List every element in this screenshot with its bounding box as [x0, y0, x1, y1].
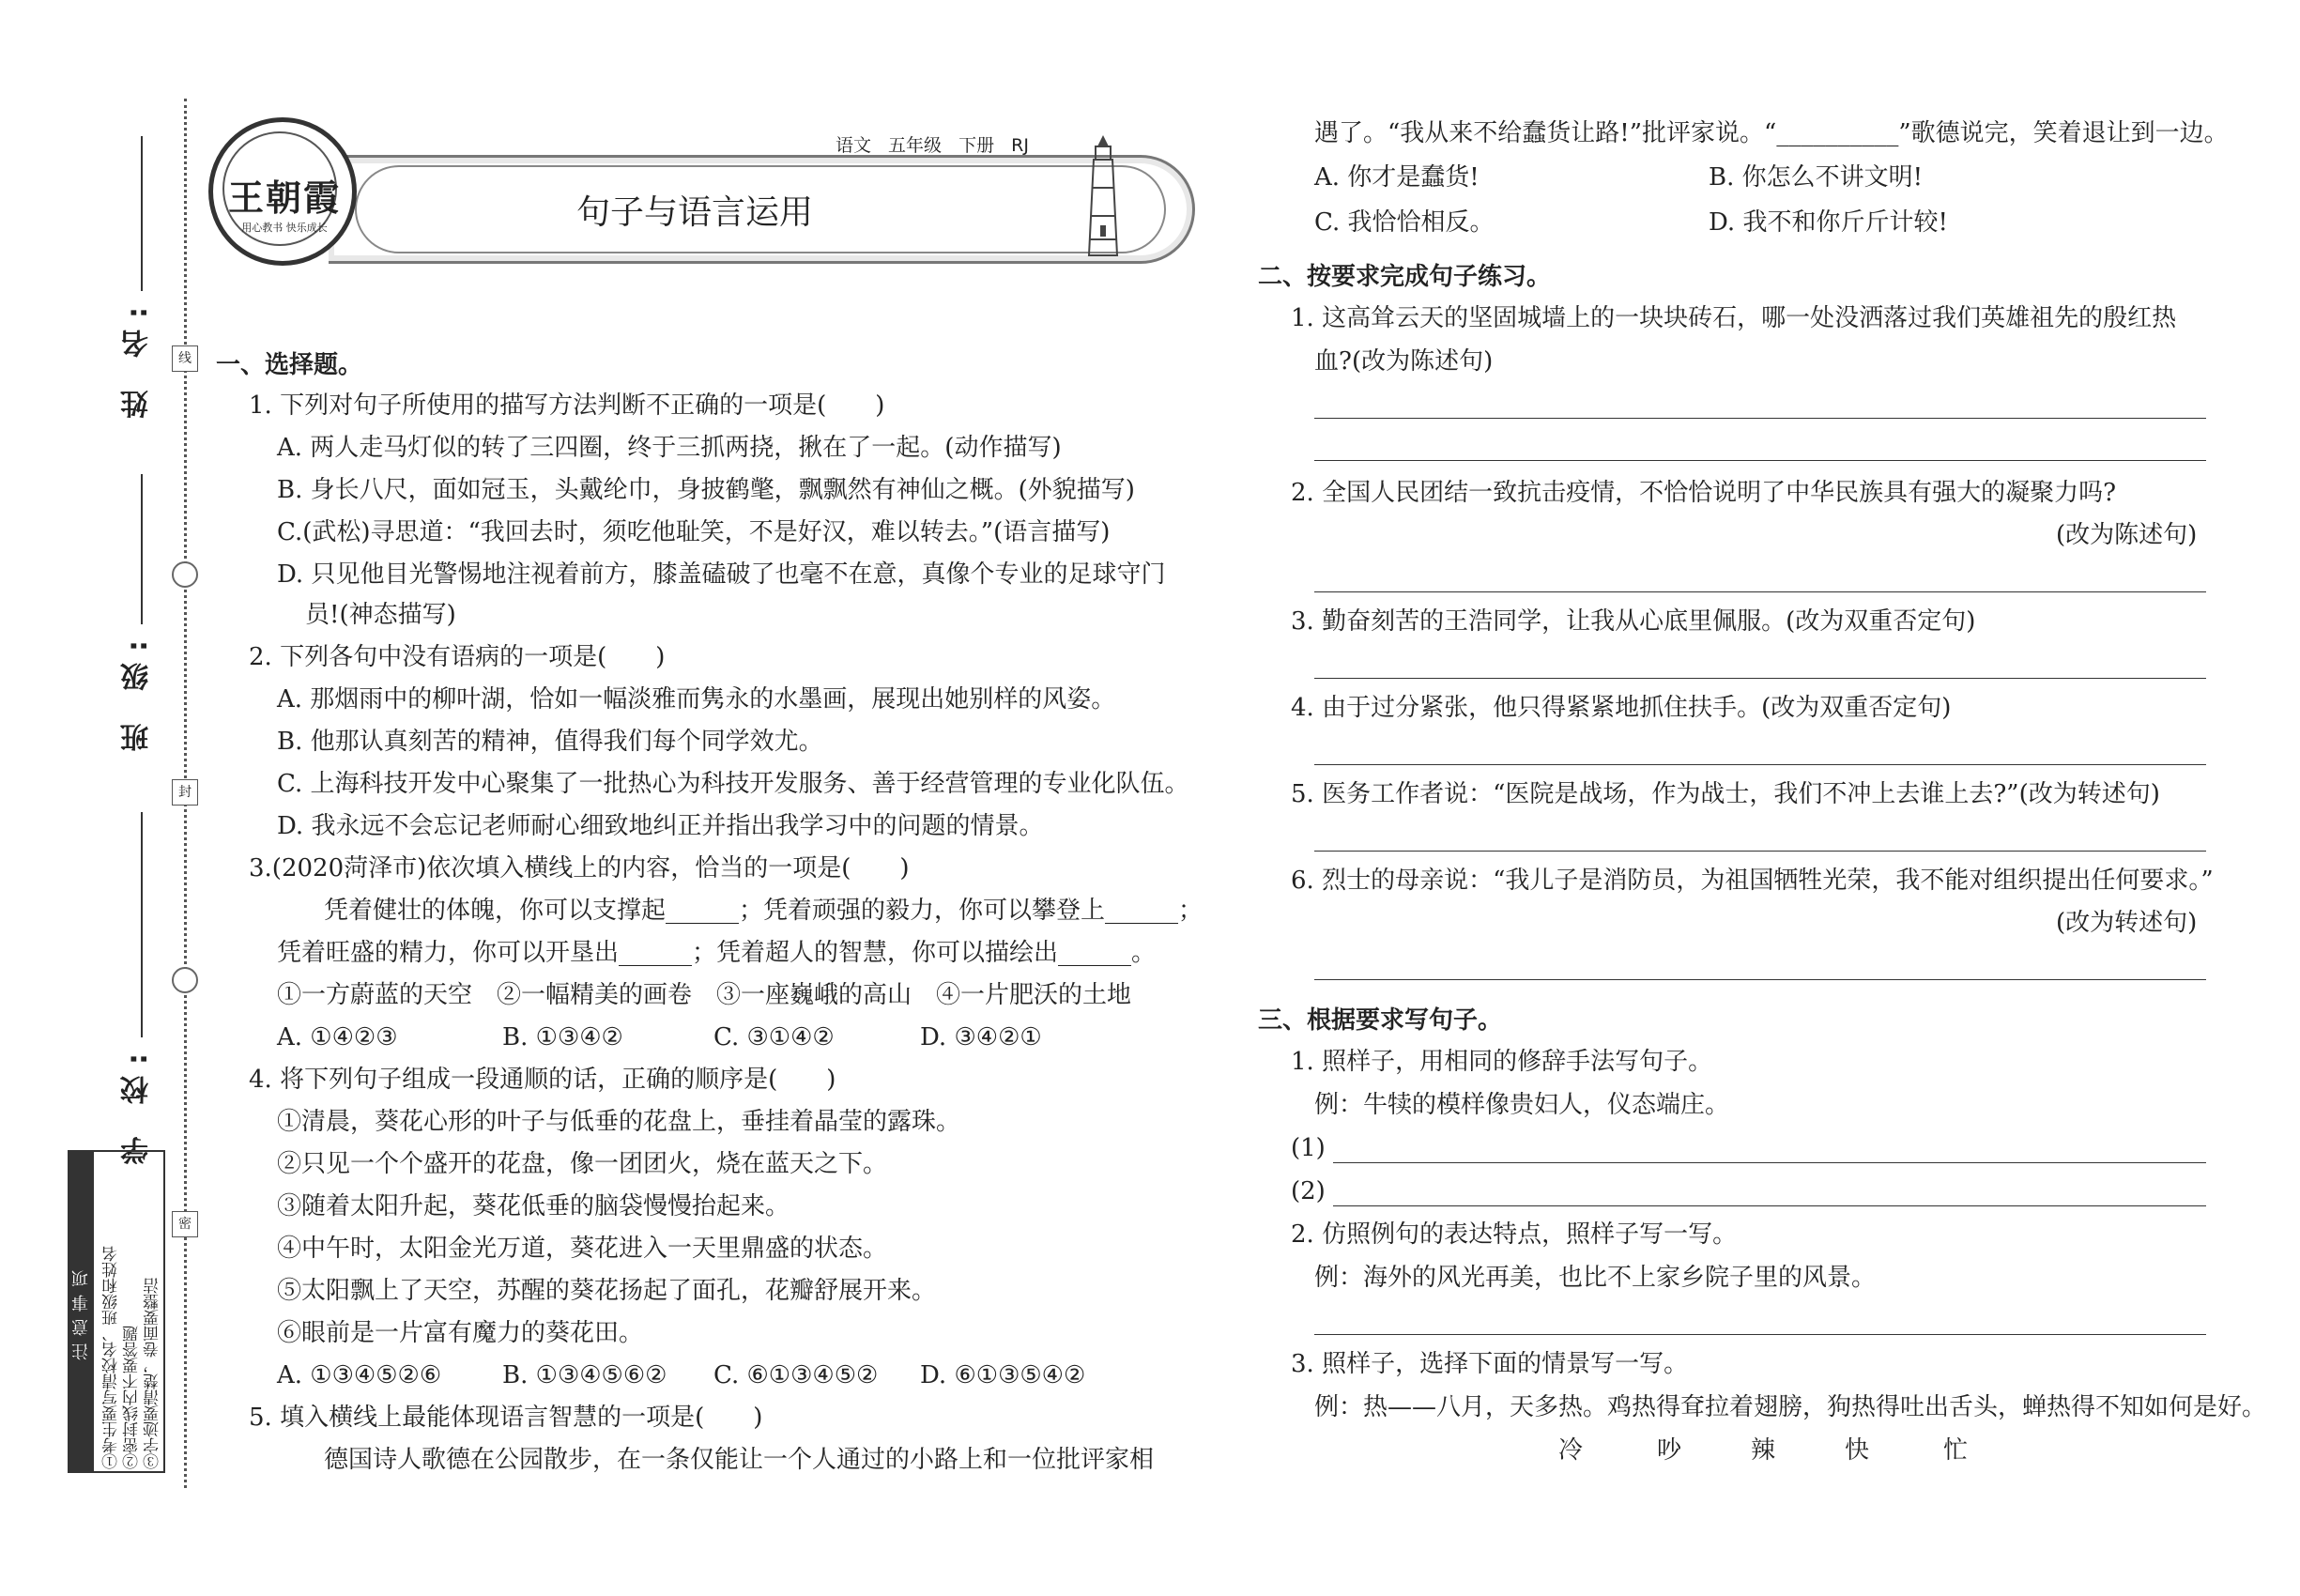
seal-char-mi: 密	[172, 1211, 198, 1237]
q3-option-c: C. ③①④②	[713, 1023, 835, 1051]
notice-item: ②密封线内不要答题	[123, 1326, 142, 1469]
logo-slogan: 用心教书 快乐成长	[241, 222, 328, 234]
q1-option-d: D. 只见他目光警惕地注视着前方，膝盖磕破了也毫不在意，真像个专业的足球守门	[277, 560, 1166, 589]
school-label: 学 校:	[121, 1042, 154, 1165]
logo-text: 王朝霞	[227, 176, 341, 219]
answer-line[interactable]	[1314, 764, 2206, 765]
section-heading-2: 二、按要求完成句子练习。	[1258, 263, 1552, 291]
q2-option-b: B. 他那认真刻苦的精神，值得我们每个同学效尤。	[277, 728, 823, 756]
answer-line[interactable]	[1314, 418, 2206, 419]
q5-passage-line-2: 遇了。“我从来不给蠢货让路!”批评家说。“__________”歌德说完，笑着退让到一边。	[1314, 119, 2229, 147]
s2-question-6: 6. 烈士的母亲说：“我儿子是消防员，为祖国牺牲光荣，我不能对组织提出任何要求。”	[1291, 867, 2214, 895]
answer-line[interactable]	[1314, 678, 2206, 679]
q5-option-a: A. 你才是蠢货!	[1314, 163, 1480, 192]
name-field-line	[141, 136, 143, 291]
scene-word: 冷	[1558, 1436, 1584, 1465]
notice-item: ①考生要写清校名、班级和姓名	[102, 1246, 121, 1469]
question-5: 5. 填入横线上最能体现语言智慧的一项是( )	[249, 1404, 763, 1432]
class-field-line	[141, 474, 143, 624]
q3-items: ①一方蔚蓝的天空 ②一幅精美的画卷 ③一座巍峨的高山 ④一片肥沃的土地	[277, 981, 1132, 1009]
s3-question-3: 3. 照样子，选择下面的情景写一写。	[1291, 1350, 1689, 1378]
s2-question-3: 3. 勤奋刻苦的王浩同学，让我从心底里佩服。(改为双重否定句)	[1291, 607, 1976, 636]
q3-option-a: A. ①④②③	[277, 1023, 398, 1051]
q4-option-b: B. ①③④⑤⑥②	[502, 1361, 667, 1389]
q3-option-b: B. ①③④②	[502, 1023, 623, 1051]
q4-option-d: D. ⑥①③⑤④②	[920, 1361, 1086, 1389]
q3-option-d: D. ③④②①	[920, 1023, 1042, 1051]
s3-question-1-example: 例：牛犊的模样像贵妇人，仪态端庄。	[1314, 1091, 1730, 1119]
s3-answer-label-2: (2)	[1291, 1177, 1326, 1205]
q4-sentence-2: ②只见一个个盛开的花盘，像一团团火，烧在蓝天之下。	[277, 1150, 888, 1178]
s3-question-3-example: 例：热——八月，天多热。鸡热得耷拉着翅膀，狗热得吐出舌头，蝉热得不知如何是好。	[1314, 1393, 2267, 1421]
s2-question-5: 5. 医务工作者说：“医院是战场，作为战士，我们不冲上去谁上去?”(改为转述句)	[1291, 780, 2160, 808]
s2-question-1-cont: 血?(改为陈述句)	[1314, 347, 1494, 376]
answer-line[interactable]	[1314, 460, 2206, 461]
question-4: 4. 将下列句子组成一段通顺的话，正确的顺序是( )	[249, 1066, 836, 1094]
scene-word: 吵	[1657, 1436, 1682, 1465]
brand-logo	[208, 117, 357, 266]
logo-ring	[222, 131, 341, 246]
q4-sentence-3: ③随着太阳升起，葵花低垂的脑袋慢慢抬起来。	[277, 1192, 790, 1220]
q1-option-a: A. 两人走马灯似的转了三四圈，终于三抓两挠，揪在了一起。(动作描写)	[277, 434, 1062, 462]
q2-option-d: D. 我永远不会忘记老师耐心细致地纠正并指出我学习中的问题的情景。	[277, 812, 1044, 840]
s2-question-6-req: (改为转述句)	[2056, 909, 2198, 937]
s2-question-2: 2. 全国人民团结一致抗击疫情，不恰恰说明了中华民族具有强大的凝聚力吗?	[1291, 479, 2117, 507]
scene-word: 辣	[1751, 1436, 1776, 1465]
q1-option-d-cont: 员!(神态描写)	[305, 601, 456, 629]
q3-passage-line-1: 凭着健壮的体魄，你可以支撑起______；凭着顽强的毅力，你可以攀登上______；	[324, 897, 1204, 925]
scene-word: 忙	[1943, 1436, 1969, 1465]
question-2: 2. 下列各句中没有语病的一项是( )	[249, 643, 666, 671]
q4-option-a: A. ①③④⑤②⑥	[277, 1361, 442, 1389]
section-heading-1: 一、选择题。	[216, 351, 363, 379]
s2-question-2-req: (改为陈述句)	[2056, 521, 2198, 549]
name-label: 姓 名:	[121, 296, 154, 419]
section-heading-3: 三、根据要求写句子。	[1258, 1006, 1503, 1035]
page-title: 句子与语言运用	[575, 193, 813, 232]
answer-line[interactable]	[1314, 1334, 2206, 1335]
school-field-line	[141, 812, 143, 1037]
seal-char-xian: 线	[172, 345, 198, 372]
seal-char-feng: 封	[172, 779, 198, 806]
q5-passage-line-1: 德国诗人歌德在公园散步，在一条仅能让一个人通过的小路上和一位批评家相	[324, 1446, 1155, 1474]
s3-question-2-example: 例：海外的风光再美，也比不上家乡院子里的风景。	[1314, 1264, 1877, 1292]
class-label: 班 级:	[121, 629, 154, 752]
answer-line[interactable]	[1333, 1205, 2206, 1206]
answer-line[interactable]	[1333, 1162, 2206, 1163]
binding-hole-mark	[172, 967, 198, 993]
question-1: 1. 下列对句子所使用的描写方法判断不正确的一项是( )	[249, 391, 885, 420]
q2-option-c: C. 上海科技开发中心聚集了一批热心为科技开发服务、善于经营管理的专业化队伍。	[277, 770, 1189, 798]
notice-heading: 注意事项	[69, 1152, 94, 1471]
q5-option-b: B. 你怎么不讲文明!	[1709, 163, 1924, 192]
q4-sentence-5: ⑤太阳飘上了天空，苏醒的葵花扬起了面孔，花瓣舒展开来。	[277, 1277, 937, 1305]
lighthouse-icon	[1080, 131, 1127, 263]
question-3: 3.(2020菏泽市)依次填入横线上的内容，恰当的一项是( )	[249, 854, 910, 882]
notice-item: ③字迹要清楚，卷面要整洁	[144, 1278, 162, 1469]
binding-hole-mark	[172, 561, 198, 588]
q3-passage-line-2: 凭着旺盛的精力，你可以开垦出______；凭着超人的智慧，你可以描绘出______。	[277, 939, 1157, 967]
answer-line[interactable]	[1314, 979, 2206, 980]
q2-option-a: A. 那烟雨中的柳叶湖，恰如一幅淡雅而隽永的水墨画，展现出她别样的风姿。	[277, 685, 1116, 714]
q4-sentence-6: ⑥眼前是一片富有魔力的葵花田。	[277, 1319, 644, 1347]
answer-line[interactable]	[1314, 591, 2206, 592]
scene-word: 快	[1845, 1436, 1870, 1465]
q4-option-c: C. ⑥①③④⑤②	[713, 1361, 879, 1389]
answer-line[interactable]	[1314, 851, 2206, 852]
notice-box	[68, 1150, 165, 1473]
s3-question-2: 2. 仿照例句的表达特点，照样子写一写。	[1291, 1220, 1738, 1249]
s2-question-4: 4. 由于过分紧张，他只得紧紧地抓住扶手。(改为双重否定句)	[1291, 694, 1952, 722]
q1-option-b: B. 身长八尺，面如冠玉，头戴纶巾，身披鹤氅，飘飘然有神仙之概。(外貌描写)	[277, 476, 1135, 504]
s2-question-1: 1. 这高耸云天的坚固城墙上的一块块砖石，哪一处没洒落过我们英雄祖先的殷红热	[1291, 304, 2177, 332]
q4-sentence-4: ④中午时，太阳金光万道，葵花进入一天里鼎盛的状态。	[277, 1235, 888, 1263]
q4-sentence-1: ①清晨，葵花心形的叶子与低垂的花盘上，垂挂着晶莹的露珠。	[277, 1108, 961, 1136]
book-info: 语文 五年级 下册 RJ	[836, 135, 1029, 156]
s3-question-1: 1. 照样子，用相同的修辞手法写句子。	[1291, 1048, 1713, 1076]
q5-option-c: C. 我恰恰相反。	[1314, 208, 1495, 237]
q1-option-c: C.(武松)寻思道：“我回去时，须吃他耻笑，不是好汉，难以转去。”(语言描写)	[277, 518, 1111, 546]
q5-option-d: D. 我不和你斤斤计较!	[1709, 208, 1948, 237]
s3-answer-label-1: (1)	[1291, 1134, 1326, 1162]
